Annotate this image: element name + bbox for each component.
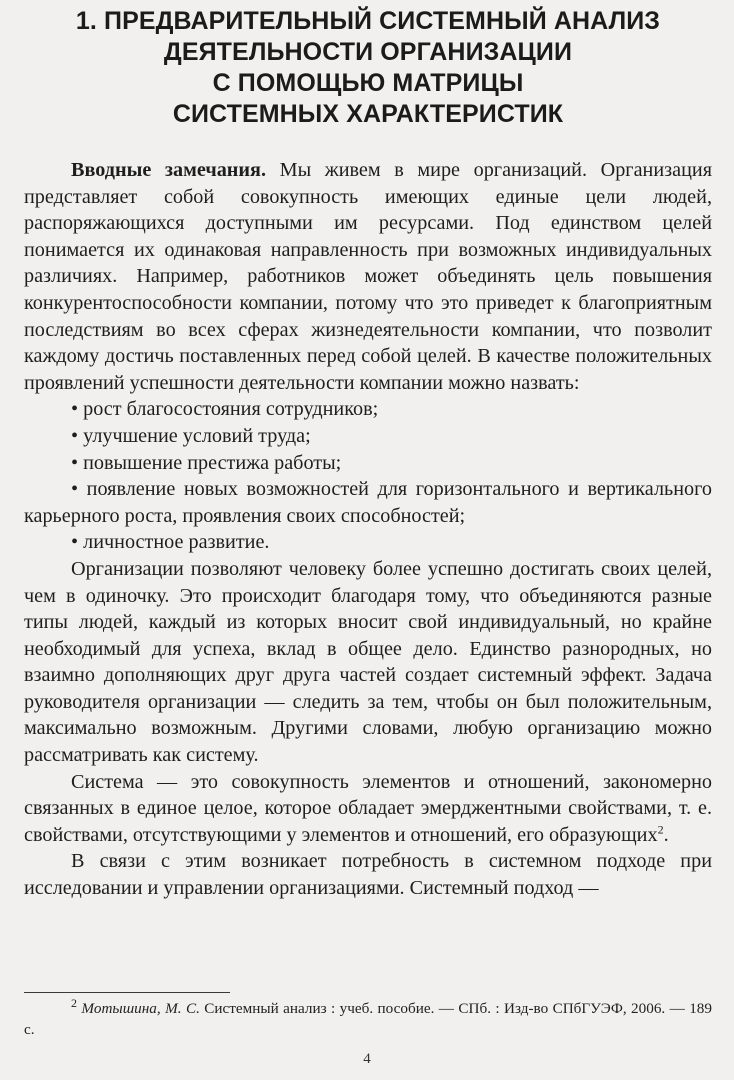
bullet-item: • повышение престижа работы; — [71, 451, 342, 474]
heading-line: СИСТЕМНЫХ ХАРАКТЕРИСТИК — [172, 100, 564, 128]
bullet-item: • рост благосостояния сотрудников; — [71, 398, 379, 421]
chapter-heading — [24, 6, 712, 130]
bullet-item: • личностное развитие. — [71, 531, 270, 554]
footnote-reference: 2 — [657, 822, 664, 837]
body-text — [24, 157, 712, 902]
system-definition: Система — это совокупность элементов и отношений, закономерно связанных в единое целое, которое обладает эмерджентными свойствами, т. е. свойствами, отсутствующими у элементов и отношений, его образующих — [24, 770, 712, 846]
footnote-divider — [24, 992, 230, 993]
footnote-author: Мотышина, М. С. — [81, 1000, 200, 1017]
footnote-line — [24, 995, 712, 1040]
page-number: 4 — [363, 1051, 371, 1067]
heading-line: 1. ПРЕДВАРИТЕЛЬНЫЙ СИСТЕМНЫЙ АНАЛИЗ — [75, 7, 661, 35]
footnote-text: Системный анализ : учеб. пособие. — СПб. : Изд-во СПбГУЭФ, 2006. — 189 с. — [24, 1000, 712, 1038]
intro-lead: Вводные замечания. — [71, 159, 267, 181]
bullet-item: • улучшение условий труда; — [71, 424, 311, 447]
system-end: . — [663, 823, 669, 846]
intro-paragraph — [24, 157, 712, 396]
footnote-marker: 2 — [71, 995, 77, 1010]
approach-paragraph: В связи с этим возникает потребность в системном подходе при исследовании и управлении организациями. Системный подход — — [24, 850, 712, 900]
heading-line: С ПОМОЩЬЮ МАТРИЦЫ — [212, 69, 524, 97]
footnote — [24, 995, 712, 1040]
bullet-item: • появление новых возможностей для горизонтального и вертикального карьерного роста, проявления своих способностей; — [24, 478, 712, 527]
system-paragraph — [24, 769, 712, 849]
heading-line: ДЕЯТЕЛЬНОСТИ ОРГАНИЗАЦИИ — [163, 38, 573, 66]
organizations-paragraph: Организации позволяют человеку более успешно достигать своих целей, чем в одиночку. Это происходит благодаря тому, что объединяются разные типы людей, каждый из которых вносит свой индивидуальный, но крайне необходимый для успеха, вклад в общее дело. Единство разнородных, но взаимно дополняющих друг друга частей создает системный эффект. Задача руководителя организации — следить за тем, чтобы он был положительным, максимально возможным. Другими словами, любую организацию можно рассматривать как систему. — [24, 557, 712, 767]
intro-text: Мы живем в мире организаций. Организация представляет собой совокупность имеющих единые цели людей, распоряжающихся доступными им ресурсами. Под единством целей понимается их одинаковая направленность при возможных индивидуальных различиях. Например, работников может объединять цель повышения конкурентоспособности компании, потому что это приведет к благоприятным последствиям во всех сферах жизнедеятельности компании, что позволит каждому достичь поставленных перед собой целей. В качестве положительных проявлений успешности деятельности компании можно назвать: — [24, 159, 712, 394]
